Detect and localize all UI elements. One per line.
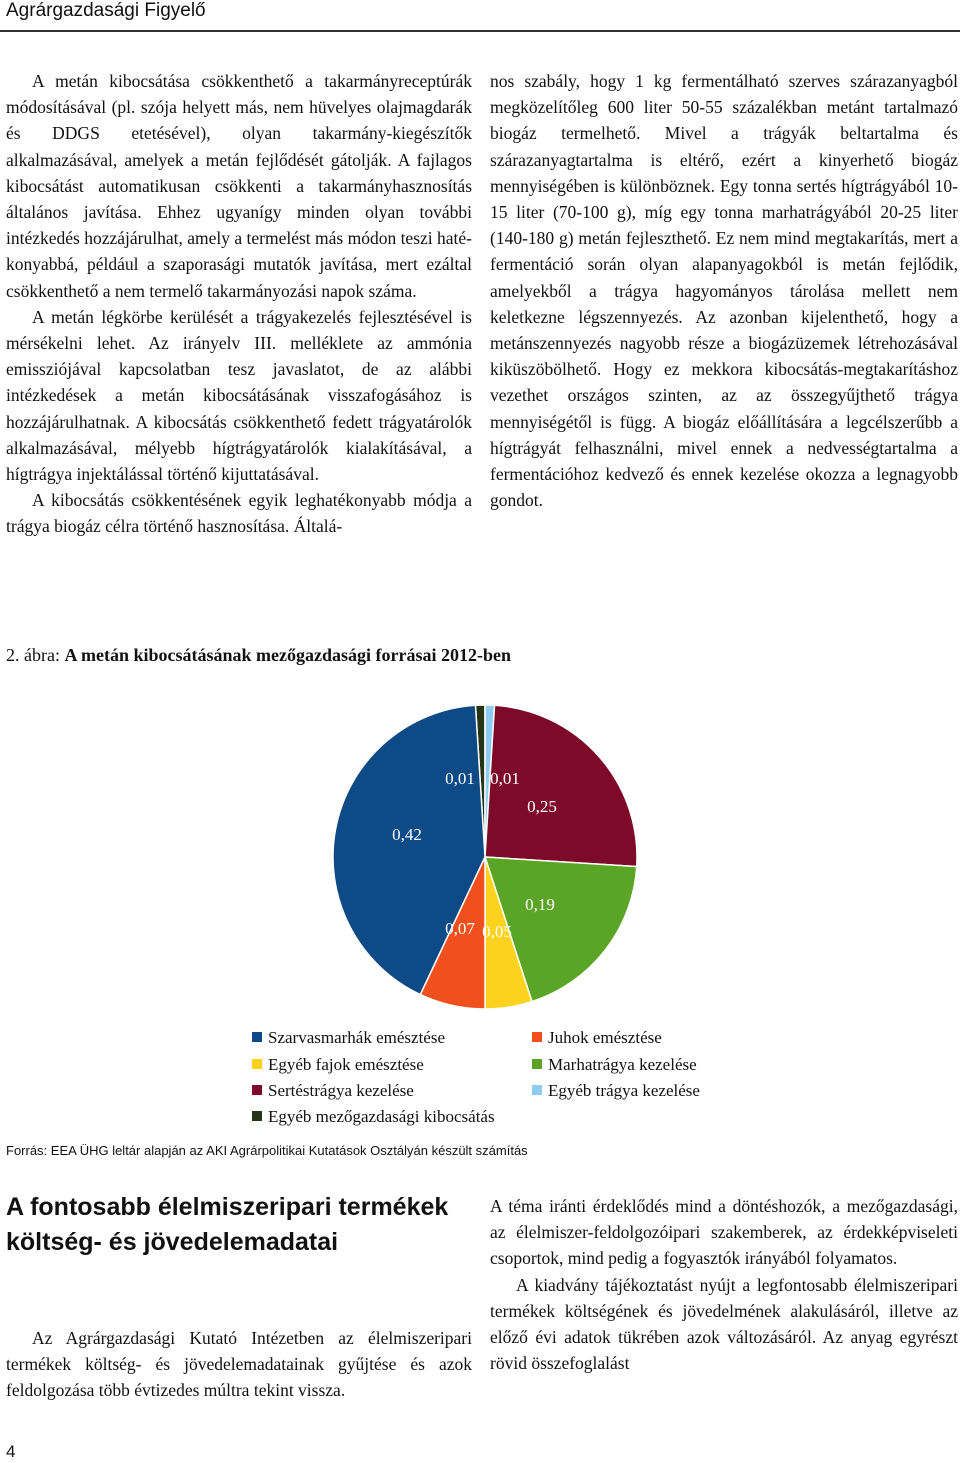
pie-data-label: 0,19 — [525, 895, 555, 914]
legend-swatch — [532, 1059, 542, 1069]
page-number: 4 — [6, 1442, 16, 1461]
legend-swatch — [252, 1111, 262, 1121]
pie-data-label: 0,05 — [482, 922, 512, 941]
section-left-column — [6, 1325, 472, 1404]
legend-swatch — [252, 1059, 262, 1069]
publication-title: Agrárgazdasági Figyelő — [6, 0, 206, 21]
legend-item — [252, 1107, 495, 1127]
legend-item — [532, 1055, 697, 1075]
legend-swatch — [252, 1032, 262, 1042]
legend-label: Sertéstrágya kezelése — [268, 1081, 414, 1100]
pie-chart — [0, 690, 960, 1020]
pie-data-label: 0,01 — [445, 769, 475, 788]
legend-label: Marhatrágya kezelése — [548, 1055, 697, 1074]
legend-swatch — [532, 1085, 542, 1095]
paragraph: Az Agrárgazdasági Kutató Intézetben az élelmiszeripari termékek költség- és jövedelemadatainak gyűjtése és azok feldolgozása több évtizedes múltra tekint vissza. — [6, 1328, 472, 1401]
legend-label: Egyéb trágya kezelése — [548, 1081, 700, 1100]
legend-item — [252, 1055, 424, 1075]
legend-label: Egyéb mezőgazdasági kibocsátás — [268, 1107, 495, 1126]
pie-data-label: 0,42 — [392, 825, 422, 844]
legend-swatch — [252, 1085, 262, 1095]
paragraph: A metán kibocsátása csökkenthető a takarmányreceptúrák módosításával (pl. szója helyett más, nem hüvelyes olajmagdarák és DDGS etetésével), olyan takarmány-kiegészítők alkalmazásával, amelyek a metán fejlődését gátolják. A fajlagos kibocsátást automatikusan csökkenti a takarmányhasznosítás általános javítása. Ehhez ugyanígy minden olyan további intézkedés hozzájárulhat, amely a termelést más módon teszi hatékonyabbá, például a szaporasági mutatók javítása, mert ezáltal csökkenthető a nem termelő takarmányozási napok száma. — [6, 71, 472, 301]
legend-item — [532, 1081, 700, 1101]
section-right-column — [490, 1193, 958, 1376]
pie-data-label: 0,01 — [490, 769, 520, 788]
section-title: A fontosabb élelmiszeripari termékek költség- és jövedelemadatai — [6, 1193, 449, 1256]
legend-label: Juhok emésztése — [548, 1028, 662, 1047]
paragraph: A kiadvány tájékoztatást nyújt a legfontosabb élelmiszeripari termékek költségének és jövedelmének alakulásáról, illetve az előző évi adatok tükrében azok változásáról. Az anyag egyrészt rövid összefoglalást — [490, 1274, 958, 1374]
paragraph: A kibocsátás csökkentésének egyik leghatékonyabb módja a trágya biogáz célra történő hasznosítása. Általá- — [6, 490, 472, 537]
legend-item — [252, 1028, 445, 1048]
legend-label: Egyéb fajok emésztése — [268, 1055, 424, 1074]
paragraph: A metán légkörbe kerülését a trágyakezelés fejlesztésével is mérsékelni lehet. Az irányelv III. melléklete az ammónia emissziójával kapcsolatban tesz javaslatot, de az alábbi intézkedések a metán kibocsátásának visszafogásához is hozzájárulhatnak. A kibocsátás csökkenthető fedett trágyatárolók alkalmazásával, mélyebb hígtrágyatárolók kialakításával, a hígtrágya injektálással történő kijuttatásával. — [6, 306, 472, 485]
figure-caption — [6, 645, 511, 666]
legend-label: Szarvasmarhák emésztése — [268, 1028, 445, 1047]
figure-title: A metán kibocsátásának mezőgazdasági forrásai 2012-ben — [64, 645, 511, 665]
figure-source: Forrás: EEA ÜHG leltár alapján az AKI Agrárpolitikai Kutatások Osztályán készült számítás — [6, 1143, 528, 1158]
pie-data-label: 0,07 — [445, 919, 475, 938]
right-text-column — [490, 68, 958, 513]
paragraph: A téma iránti érdeklődés mind a döntéshozók, a mezőgazdasági, az élelmiszer-feldolgozóipari szakemberek, az érdekképviseleti csoportok, mind pedig a fogyasztók irányából folyamatos. — [490, 1196, 958, 1269]
figure-number: 2. ábra: — [6, 645, 60, 665]
legend-item — [532, 1028, 662, 1048]
left-text-column — [6, 68, 472, 540]
paragraph: nos szabály, hogy 1 kg fermentálható szerves szárazanyagból megközelítőleg 600 liter 50-55 százalékban metánt tartalmazó biogáz termelhető. Mivel a trágyák beltartalma és szárazanyagtartalma is eltérő, ezért a kinyerhető biogáz mennyiségében is különböznek. Egy tonna sertés hígtrágyából 10-15 liter (70-100 g), míg egy tonna marhatrágyából 20-25 liter (140-180 g) metán fejleszthető. Ez nem mind megtakarítás, mert a fermentáció során olyan alapanyagokból is metán fejlődik, amelyekből a trágya hagyományos tárolása mellett nem keletkezne légszennyezés. Az azonban kijelenthető, hogy a metánszennyezés nagyobb része a biogázüzemek létrehozásával kiküszöbölhető. Hogy ez mekkora kibocsátás-megtakarításhoz vezethet országos szinten, az az összegyűjthető trágya mennyiségétől is függ. A biogáz előállítására a legcélszerűbb a hígtrágyát felhasználni, mivel ennek a nedvességtartalma a fermentációhoz kedvező és ennek kezelése okozza a legnagyobb gondot. — [490, 71, 958, 511]
legend-item — [252, 1081, 414, 1101]
header-rule — [0, 30, 960, 32]
pie-data-label: 0,25 — [527, 797, 557, 816]
legend-swatch — [532, 1032, 542, 1042]
